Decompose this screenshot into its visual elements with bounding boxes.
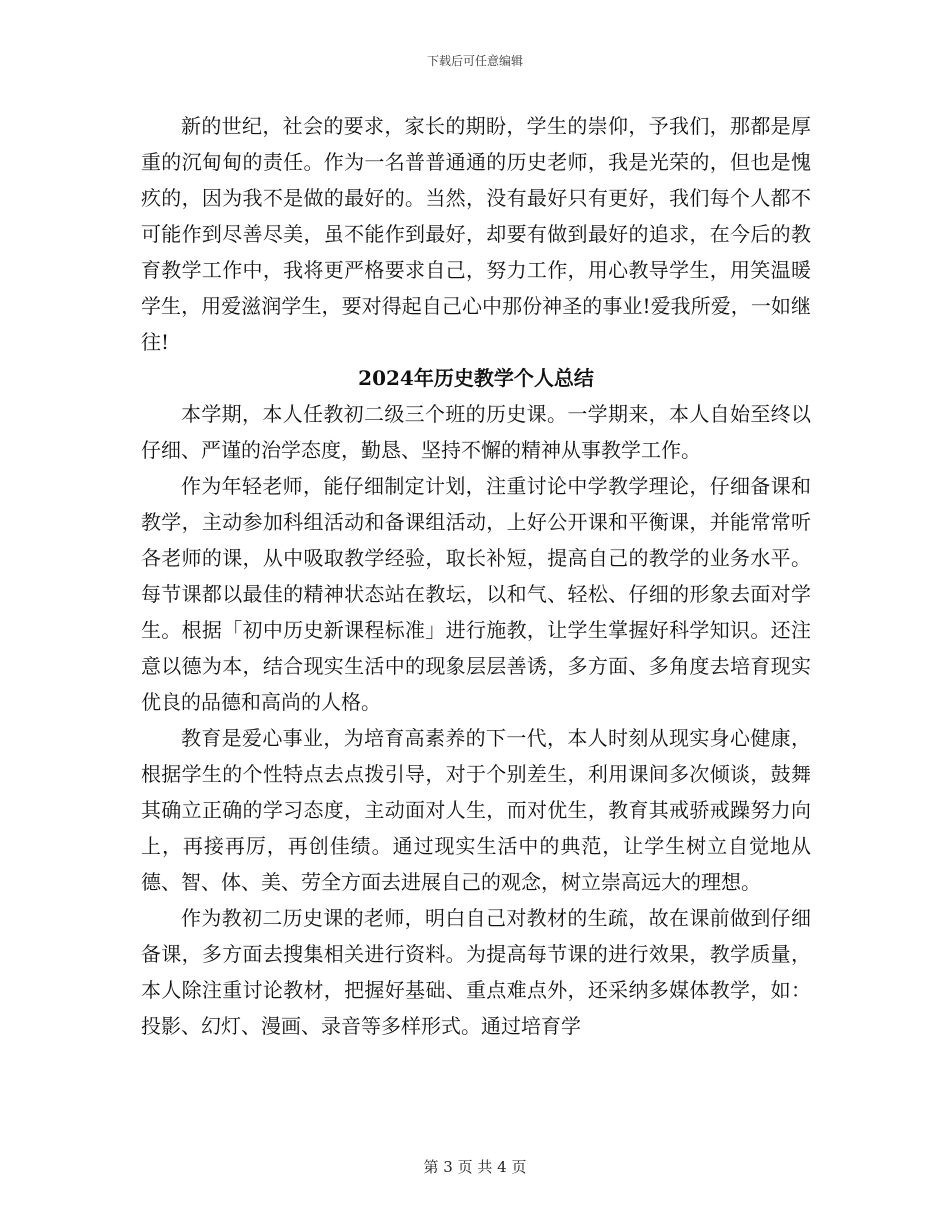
page-number: 第 3 页 共 4 页	[423, 1158, 527, 1176]
paragraph-2: 本学期，本人任教初二级三个班的历史课。一学期来，本人自始至终以仔细、严谨的治学态度，勤恳、坚持不懈的精神从事教学工作。	[141, 402, 811, 462]
document-body	[141, 108, 811, 1044]
document-title: 2024年历史教学个人总结	[358, 366, 594, 390]
page-header-note: 下载后可任意编辑	[426, 54, 523, 68]
paragraph-1: 新的世纪，社会的要求，家长的期盼，学生的崇仰，予我们，那都是厚重的沉甸甸的责任。作为一名普普通通的历史老师，我是光荣的，但也是愧疚的，因为我不是做的最好的。当然，没有最好只有更好，我们每个人都不可能作到尽善尽美，虽不能作到最好，却要有做到最好的追求，在今后的教育教学工作中，我将更严格要求自己，努力工作，用心教导学生，用笑温暖学生，用爱滋润学生，要对得起自己心中那份神圣的事业!爱我所爱，一如继往!	[141, 114, 811, 354]
paragraph-5: 作为教初二历史课的老师，明白自己对教材的生疏，故在课前做到仔细备课，多方面去搜集相关进行资料。为提高每节课的进行效果，教学质量，本人除注重讨论教材，把握好基础、重点难点外，还采纳多媒体教学，如：投影、幻灯、漫画、录音等多样形式。通过培育学	[141, 906, 811, 1038]
paragraph-4: 教育是爱心事业，为培育高素养的下一代，本人时刻从现实身心健康，根据学生的个性特点去点拨引导，对于个别差生，利用课间多次倾谈，鼓舞其确立正确的学习态度，主动面对人生，而对优生，教育其戒骄戒躁努力向上，再接再厉，再创佳绩。通过现实生活中的典范，让学生树立自觉地从德、智、体、美、劳全方面去进展自己的观念，树立崇高远大的理想。	[141, 726, 811, 894]
paragraph-3: 作为年轻老师，能仔细制定计划，注重讨论中学教学理论，仔细备课和教学，主动参加科组活动和备课组活动，上好公开课和平衡课，并能常常听各老师的课，从中吸取教学经验，取长补短，提高自己的教学的业务水平。每节课都以最佳的精神状态站在教坛，以和气、轻松、仔细的形象去面对学生。根据「初中历史新课程标准」进行施教，让学生掌握好科学知识。还注意以德为本，结合现实生活中的现象层层善诱，多方面、多角度去培育现实优良的品德和高尚的人格。	[141, 474, 811, 714]
